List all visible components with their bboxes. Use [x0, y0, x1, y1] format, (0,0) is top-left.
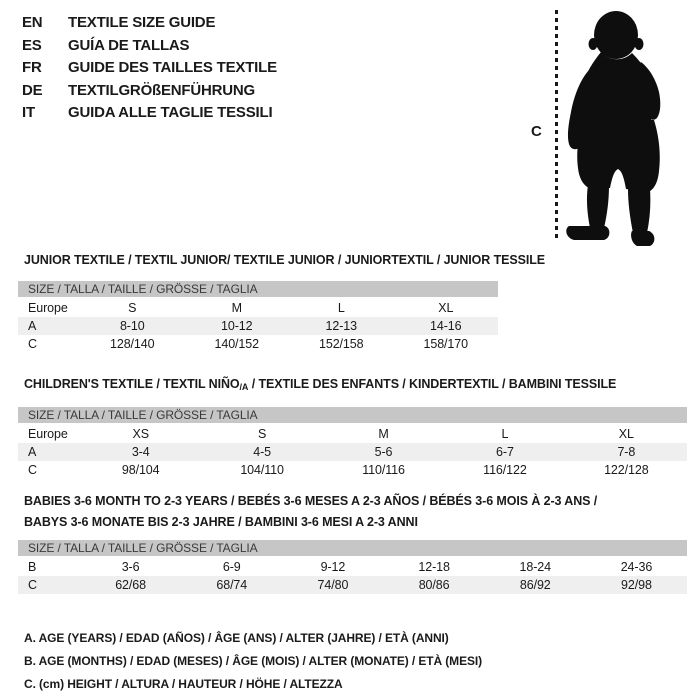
size-value-cell: XS	[132, 427, 149, 441]
children-title-suffix: / TEXTILE DES ENFANTS / KINDERTEXTIL / BAMBINI TESSILE	[248, 377, 617, 391]
lang-code: DE	[22, 81, 43, 99]
table-row	[18, 461, 687, 479]
babies-table-rows	[18, 558, 687, 594]
size-value-cell: 140/152	[214, 337, 259, 351]
size-value-cell: 158/170	[423, 337, 468, 351]
row-label-cell: Europe	[28, 427, 68, 441]
row-label-cell: C	[28, 337, 37, 351]
footnote-a: A. AGE (YEARS) / EDAD (AÑOS) / ÂGE (ANS) / ALTER (JAHRE) / ETÀ (ANNI)	[24, 631, 449, 645]
lang-title: GUIDE DES TAILLES TEXTILE	[68, 59, 277, 76]
size-value-cell: 86/92	[519, 578, 551, 592]
lang-code: EN	[22, 14, 43, 31]
size-value-cell: 74/80	[317, 578, 349, 592]
row-label-cell: C	[28, 578, 37, 592]
footnote-c: C. (cm) HEIGHT / ALTURA / HAUTEUR / HÖHE / ALTEZZA	[24, 677, 343, 691]
language-title-list	[22, 12, 277, 125]
size-value-cell: 6-7	[496, 445, 514, 459]
toddler-silhouette-icon	[553, 6, 683, 248]
size-value-cell: 12-18	[418, 560, 450, 574]
size-value-cell: 92/98	[621, 578, 652, 592]
size-value-cell: L	[337, 301, 345, 315]
size-value-cell: 62/68	[115, 578, 146, 592]
size-value-cell: 122/128	[604, 463, 649, 477]
babies-title-line1: BABIES 3-6 MONTH TO 2-3 YEARS / BEBÉS 3-6 MESES A 2-3 AÑOS / BÉBÉS 3-6 MOIS À 2-3 ANS /	[24, 494, 598, 508]
size-value-cell: 14-16	[430, 319, 462, 333]
size-value-cell: XL	[438, 301, 454, 315]
size-header-bar: SIZE / TALLA / TAILLE / GRÖSSE / TAGLIA	[18, 281, 498, 297]
junior-section-title: JUNIOR TEXTILE / TEXTIL JUNIOR/ TEXTILE JUNIOR / JUNIORTEXTIL / JUNIOR TESSILE	[24, 253, 545, 267]
size-value-cell: S	[128, 301, 137, 315]
lang-code: FR	[22, 59, 42, 76]
children-size-table	[18, 407, 687, 479]
size-value-cell: 7-8	[617, 445, 636, 459]
height-measure-label: C	[531, 123, 542, 140]
size-value-cell: 9-12	[320, 560, 346, 574]
size-value-cell: 68/74	[216, 578, 248, 592]
size-value-cell: 6-9	[222, 560, 241, 574]
row-label-cell: Europe	[28, 301, 68, 315]
lang-code: ES	[22, 36, 42, 54]
children-title-prefix: CHILDREN'S TEXTILE / TEXTIL NIÑO	[24, 377, 240, 391]
table-row	[18, 317, 498, 335]
size-value-cell: 18-24	[519, 560, 552, 574]
size-value-cell: 110/116	[362, 463, 405, 477]
table-row	[18, 443, 687, 461]
junior-size-table	[18, 281, 498, 353]
size-value-cell: 128/140	[110, 337, 155, 351]
babies-title-line2: BABYS 3-6 MONATE BIS 2-3 JAHRE / BAMBINI 3-6 MESI A 2-3 ANNI	[24, 515, 418, 529]
table-row	[18, 335, 498, 353]
size-value-cell: 8-10	[119, 319, 145, 333]
table-row	[18, 425, 687, 443]
size-value-cell: L	[501, 427, 509, 441]
row-label-cell: A	[28, 319, 37, 333]
lang-row-en	[22, 12, 277, 35]
lang-title: TEXTILE SIZE GUIDE	[68, 14, 216, 31]
size-value-cell: M	[231, 301, 242, 315]
size-value-cell: M	[378, 427, 389, 441]
size-value-cell: 3-4	[131, 445, 150, 459]
size-value-cell: 152/158	[319, 337, 364, 351]
size-value-cell: 10-12	[221, 319, 253, 333]
table-row	[18, 558, 687, 576]
size-value-cell: 24-36	[620, 560, 653, 574]
footnote-b: B. AGE (MONTHS) / EDAD (MESES) / ÂGE (MOIS) / ALTER (MONATE) / ETÀ (MESI)	[24, 654, 483, 668]
row-label-cell: C	[28, 463, 37, 477]
table-row	[18, 576, 687, 594]
size-value-cell: XL	[618, 427, 634, 441]
size-value-cell: 98/104	[121, 463, 160, 477]
size-value-cell: 5-6	[374, 445, 393, 459]
babies-section-title	[24, 491, 597, 533]
lang-title: TEXTILGRÖßENFÜHRUNG	[68, 81, 256, 99]
size-value-cell: 3-6	[121, 560, 140, 574]
size-value-cell: 116/122	[483, 463, 527, 477]
lang-row-es	[22, 35, 277, 58]
size-header-bar: SIZE / TALLA / TAILLE / GRÖSSE / TAGLIA	[18, 407, 687, 423]
size-value-cell: 4-5	[253, 445, 271, 459]
size-value-cell: 80/86	[418, 578, 450, 592]
children-title-subscript: /A	[239, 382, 249, 392]
children-table-rows	[18, 425, 687, 479]
table-row	[18, 299, 498, 317]
footnote-list	[24, 627, 482, 696]
size-value-cell: S	[257, 427, 267, 441]
row-label-cell: A	[28, 445, 37, 459]
junior-table-rows	[18, 299, 498, 353]
lang-title: GUIDA ALLE TAGLIE TESSILI	[68, 104, 273, 121]
children-section-title	[24, 374, 616, 398]
size-header-bar: SIZE / TALLA / TAILLE / GRÖSSE / TAGLIA	[18, 540, 687, 556]
size-value-cell: 12-13	[325, 319, 357, 333]
lang-row-fr	[22, 57, 277, 80]
babies-size-table	[18, 540, 687, 594]
lang-code: IT	[22, 104, 35, 121]
size-value-cell: 104/110	[240, 463, 284, 477]
row-label-cell: B	[28, 560, 37, 574]
lang-row-it	[22, 102, 277, 125]
lang-row-de	[22, 80, 277, 103]
lang-title: GUÍA DE TALLAS	[68, 36, 190, 54]
